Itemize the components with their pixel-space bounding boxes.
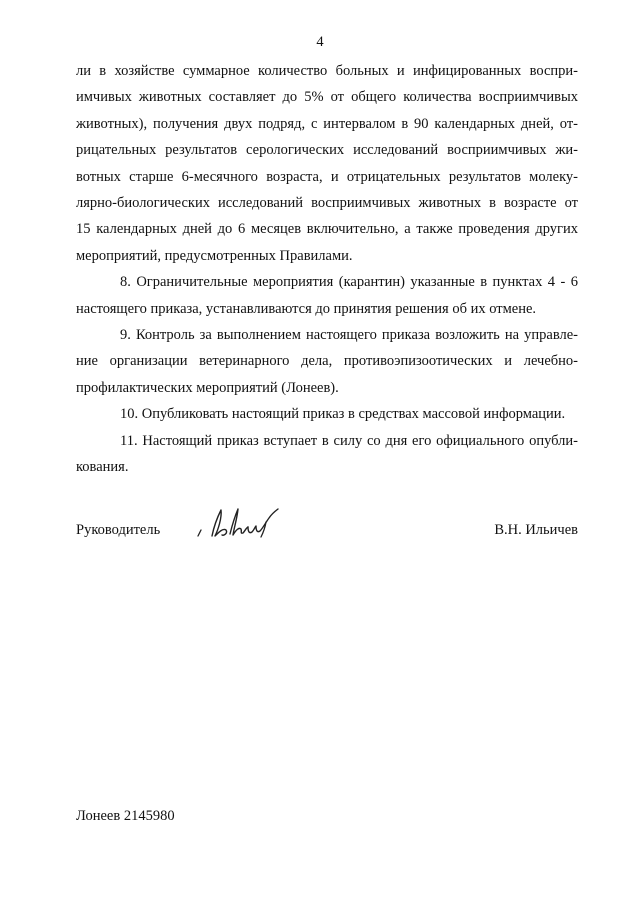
text-line: имчивых животных составляет до 5% от общего количества восприимчивых: [76, 89, 578, 106]
text-line: 11. Настоящий приказ вступает в силу со дня его официального опубли-: [120, 432, 578, 449]
paragraph-item-8: [76, 269, 578, 322]
text-line: 15 календарных дней до 6 месяцев включительно, а также проведения других: [76, 221, 578, 238]
text-line: животных), получения двух подряд, с интервалом в 90 календарных дней, от-: [76, 115, 578, 132]
page-number: 4: [316, 34, 324, 50]
document-body: [76, 58, 578, 481]
text-line: ние организации ветеринарного дела, противоэпизоотических и лечебно-: [76, 353, 578, 370]
text-line: вотных старше 6-месячного возраста, и отрицательных результатов молеку-: [76, 168, 578, 185]
text-line: ли в хозяйстве суммарное количество больных и инфицированных воспри-: [76, 63, 578, 79]
text-line: 9. Контроль за выполнением настоящего приказа возложить на управле-: [120, 327, 578, 344]
text-line: настоящего приказа, устанавливаются до принятия решения об их отмене.: [76, 300, 537, 317]
executor-reference: Лонеев 2145980: [76, 808, 175, 824]
signatory-name: В.Н. Ильичев: [494, 522, 578, 538]
text-line: рицательных результатов серологических исследований восприимчивых жи-: [76, 142, 578, 159]
text-line: 10. Опубликовать настоящий приказ в средствах массовой информации.: [120, 406, 566, 423]
signature-block: [76, 522, 578, 550]
signatory-title: Руководитель: [76, 522, 161, 538]
paragraph-item-10: [76, 401, 578, 427]
paragraph-continuation: [76, 58, 578, 269]
text-line: кования.: [76, 459, 129, 476]
handwritten-signature-icon: [188, 500, 288, 546]
text-line: лярно-биологических исследований восприимчивых животных в возрасте от: [76, 195, 578, 212]
text-line: мероприятий, предусмотренных Правилами.: [76, 247, 353, 264]
text-line: профилактических мероприятий (Лонеев).: [76, 379, 339, 396]
text-line: 8. Ограничительные мероприятия (карантин) указанные в пунктах 4 - 6: [120, 274, 578, 291]
paragraph-item-11: [76, 428, 578, 481]
paragraph-item-9: [76, 322, 578, 401]
